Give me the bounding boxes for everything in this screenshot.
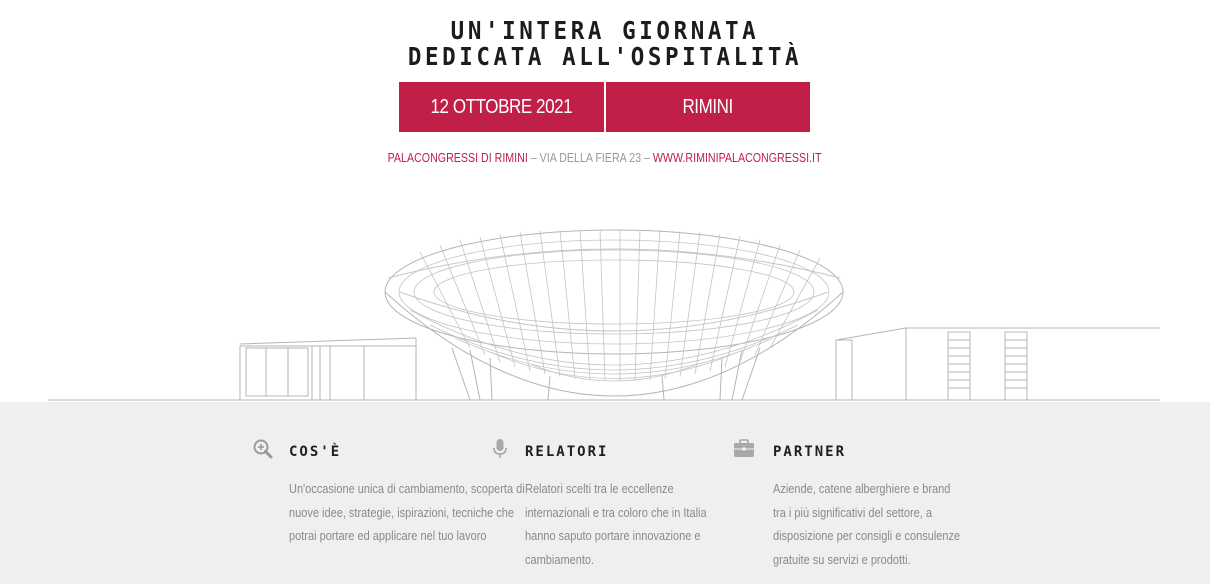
venue-website-link[interactable]: WWW.RIMINIPALACONGRESSI.IT	[653, 150, 822, 165]
venue-separator: –	[641, 150, 654, 165]
feature-text: Relatori scelti tra le eccellenze internazionali e tra coloro che in Italia hanno saputo portare innovazione e cambiamento.	[525, 482, 707, 568]
event-date-box	[399, 82, 604, 132]
feature-title: COS'È	[289, 444, 342, 460]
event-date: 12 OTTOBRE 2021	[430, 95, 573, 118]
event-city: RIMINI	[682, 95, 734, 118]
feature-title: RELATORI	[525, 444, 609, 460]
headline-line-1: UN'INTERA GIORNATA	[450, 16, 760, 45]
briefcase-icon	[733, 438, 755, 460]
venue-name: PALACONGRESSI DI RIMINI	[388, 150, 529, 165]
palacongressi-building-illustration	[0, 200, 1210, 405]
venue-line	[0, 150, 1210, 165]
page-headline	[0, 18, 1210, 70]
venue-separator: –	[528, 150, 541, 165]
feature-title: PARTNER	[773, 444, 847, 460]
feature-text: Aziende, catene alberghiere e brand tra i più significativi del settore, a disposizione per consigli e consulenze gratuite su servizi e prodotti.	[773, 482, 961, 568]
venue-address: VIA DELLA FIERA 23	[540, 150, 642, 165]
headline-line-2: DEDICATA ALL'OSPITALITÀ	[407, 42, 803, 71]
magnifier-plus-icon	[252, 438, 274, 460]
event-city-box	[606, 82, 810, 132]
microphone-icon	[490, 438, 512, 460]
feature-text: Un'occasione unica di cambiamento, scoperta di nuove idee, strategie, ispirazioni, tecniche che potrai portare ed applicare nel tuo lavoro	[289, 482, 525, 544]
